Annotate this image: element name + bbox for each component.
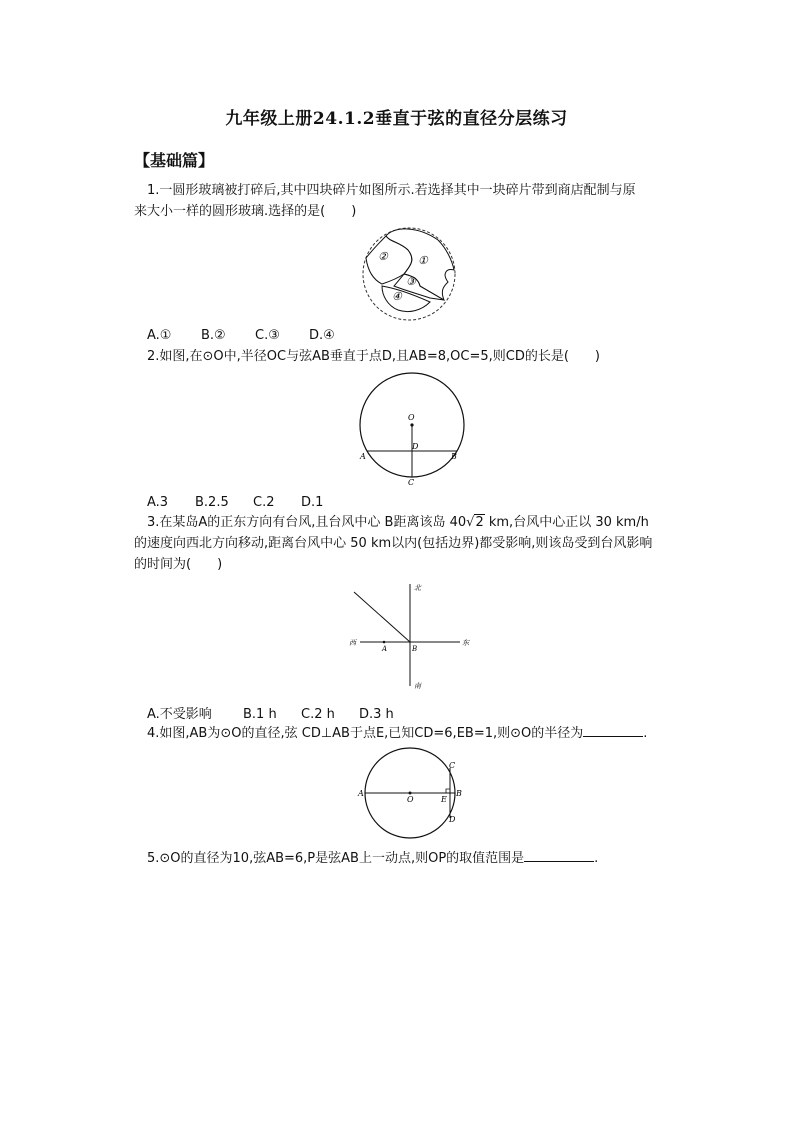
q3-text-line1-post: km,台风中心正以 30 km/h — [484, 515, 649, 530]
q3-label-a: A — [382, 645, 388, 653]
q2-label-b: B — [451, 452, 457, 461]
q1-label-2: ② — [378, 250, 388, 263]
q1-figure-broken-glass — [360, 224, 460, 324]
q4-label-e: E — [441, 795, 447, 804]
q5-text-line1-end: . — [594, 851, 599, 866]
q3-option-c: C.2 h — [301, 707, 335, 722]
q1-text-line2: 来大小一样的圆形玻璃.选择的是( ) — [134, 204, 357, 219]
q1-label-1: ① — [418, 254, 428, 267]
q3-text-line2: 的速度向西北方向移动,距离台风中心 50 km以内(包括边界)都受影响,则该岛受到台风影响 — [134, 536, 653, 551]
q3-text-line3: 的时间为( ) — [134, 557, 223, 572]
q3-option-d: D.3 h — [359, 707, 394, 722]
q3-text-line1 — [147, 513, 649, 533]
q2-label-o: O — [408, 413, 415, 422]
q2-option-c: C.2 — [253, 495, 275, 510]
q3-label-south: 南 — [414, 682, 421, 690]
q1-option-b: B.② — [201, 328, 226, 343]
q4-label-c: C — [449, 761, 456, 770]
q5-text-line1-main: 5.⊙O的直径为10,弦AB=6,P是弦AB上一动点,则OP的取值范围是 — [147, 851, 525, 866]
q1-label-3: ③ — [406, 275, 416, 288]
section-heading: 【基础篇】 — [134, 151, 215, 170]
q2-option-a: A.3 — [147, 495, 169, 510]
q2-option-d: D.1 — [301, 495, 324, 510]
q4-text-line1-main: 4.如图,AB为⊙O的直径,弦 CD⊥AB于点E,已知CD=6,EB=1,则⊙O的半径为 — [147, 726, 584, 741]
q2-label-c: C — [408, 478, 415, 487]
q3-label-west: 西 — [349, 639, 356, 647]
q1-label-4: ④ — [392, 290, 402, 303]
q3-label-east: 东 — [462, 639, 469, 647]
q4-figure-circle — [354, 746, 474, 846]
q3-text-line1-pre: 3.在某岛A的正东方向有台风,且台风中心 B距离该岛 40 — [147, 515, 467, 530]
q1-option-a: A.① — [147, 328, 172, 343]
q4-text-line1-end: . — [643, 726, 648, 741]
q1-options — [147, 328, 335, 343]
q3-sqrt: √2 — [466, 515, 484, 530]
q3-options — [147, 703, 394, 722]
q1-option-c: C.③ — [255, 328, 280, 343]
q3-figure-compass — [346, 580, 476, 690]
q3-option-b: B.1 h — [243, 707, 277, 722]
q2-options — [147, 495, 323, 510]
page-title: 九年级上册24.1.2垂直于弦的直径分层练习 — [225, 109, 568, 129]
q2-label-d: D — [412, 442, 419, 451]
q3-sqrt-radicand: 2 — [475, 515, 484, 530]
q2-text-line1: 2.如图,在⊙O中,半径OC与弦AB垂直于点D,且AB=8,OC=5,则CD的长是( ) — [147, 349, 601, 364]
q4-label-d: D — [449, 815, 456, 824]
q3-option-a: A.不受影响 — [147, 707, 212, 722]
q4-label-o: O — [407, 795, 414, 804]
q4-label-b: B — [456, 789, 462, 798]
q3-label-b: B — [412, 645, 418, 653]
q5-answer-blank[interactable] — [524, 847, 594, 862]
q4-answer-blank[interactable] — [583, 722, 643, 737]
q1-text-line1: 1.一圆形玻璃被打碎后,其中四块碎片如图所示.若选择其中一块碎片带到商店配制与原 — [147, 183, 636, 198]
q3-label-north: 北 — [414, 584, 421, 592]
q4-label-a: A — [358, 789, 364, 798]
q2-option-b: B.2.5 — [195, 495, 229, 510]
q4-text-line1 — [147, 722, 647, 744]
q2-label-a: A — [360, 452, 366, 461]
q1-option-d: D.④ — [309, 328, 335, 343]
q5-text-line1 — [147, 847, 598, 869]
q2-figure-circle — [354, 368, 474, 490]
